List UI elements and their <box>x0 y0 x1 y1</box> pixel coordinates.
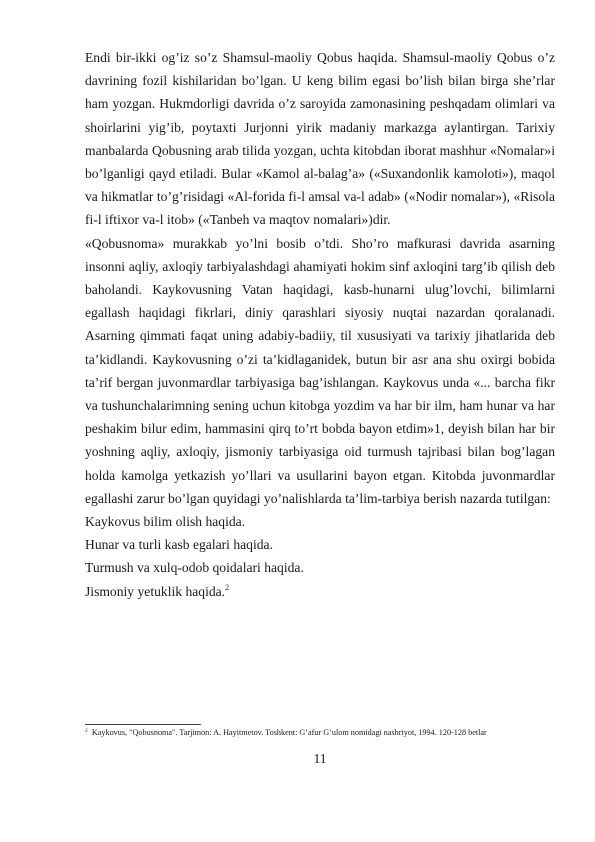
footnote-reference[interactable]: 2 <box>225 582 230 592</box>
footnote <box>85 728 555 739</box>
list-item-2: Hunar va turli kasb egalari haqida. <box>85 537 273 553</box>
list-item-4-text: Jismoniy yetuklik haqida. <box>85 583 226 599</box>
main-text <box>85 46 555 603</box>
footnote-separator <box>85 724 201 725</box>
footnote-number: 2 <box>85 728 88 734</box>
list-item-3: Turmush va xulq-odob qoidalari haqida. <box>85 560 304 576</box>
footnote-text: Kaykovus, "Qobusnoma". Tarjimon: A. Hayitmetov. Toshkent: G’afur G’ulom nomidagi nashriyot, 1994. 120-128 betlar <box>91 728 487 737</box>
list-item-4 <box>85 580 555 603</box>
page-number: 11 <box>313 751 327 766</box>
paragraph-1: Endi bir-ikki og’iz so’z Shamsul-maoliy Qobus haqida. Shamsul-maoliy Qobus o’z davrining fozil kishilaridan bo’lgan. U keng bilim egasi bo’lish bilan birga she’rlar ham yozgan. Hukmdorligi davrida o’z saroyida zamonasining peshqadam olimlari va shoirlarini yig’ib, poytaxti Jurjonni yirik madaniy markazga aylantirgan. Tarixiy manbalarda Qobusning arab tilida yozgan, uchta kitobdan iborat mashhur «Nomalar»i bo’lganligi qayd etiladi. Bular «Kamol al-balag’a» («Suxandonlik kamoloti»), maqol va hikmatlar to’g’risidagi «Al-forida fi-l amsal va-l adab» («Nodir nomalar»), «Risola fi-l iftixor va-l itob» («Tanbeh va maqtov nomalari»)dir. <box>85 50 555 228</box>
list-item-1: Kaykovus bilim olish haqida. <box>85 514 246 530</box>
paragraph-2: «Qobusnoma» murakkab yo’lni bosib o’tdi. Sho’ro mafkurasi davrida asarning insonni aqliy, axloqiy tarbiyalashdagi ahamiyati hokim sinf axloqini targ’ib qilish deb baholandi. Kaykovusning Vatan haqidagi, kasb-hunarni ulug’lovchi, bilimlarni egallash haqidagi fikrlari, diniy qarashlari siyosiy nuqtai nazardan qoralanadi. Asarning qimmati faqat uning adabiy-badiiy, til xususiyati va tarixiy jihatlarida deb ta’kidlandi. Kaykovusning o’zi ta’kidlaganidek, butun bir asr ana shu oxirgi bobida ta’rif bergan juvonmardlar tarbiyasiga bag’ishlangan. Kaykovus unda «... barcha fikr va tushunchalarimning sening uchun kitobga yozdim va har bir ilm, ham hunar va har peshakim bilur edim, hammasini qirq to’rt bobda bayon etdim»1, deyish bilan har bir yoshning aqliy, axloqiy, jismoniy tarbiyasiga oid turmush tajribasi bilan bog’lagan holda kamolga yetkazish yo’llari va usullarini bayon etgan. Kitobda juvonmardlar egallashi zarur bo’lgan quyidagi yo’nalishlarda ta’lim-tarbiya berish nazarda tutilgan: <box>85 235 555 506</box>
